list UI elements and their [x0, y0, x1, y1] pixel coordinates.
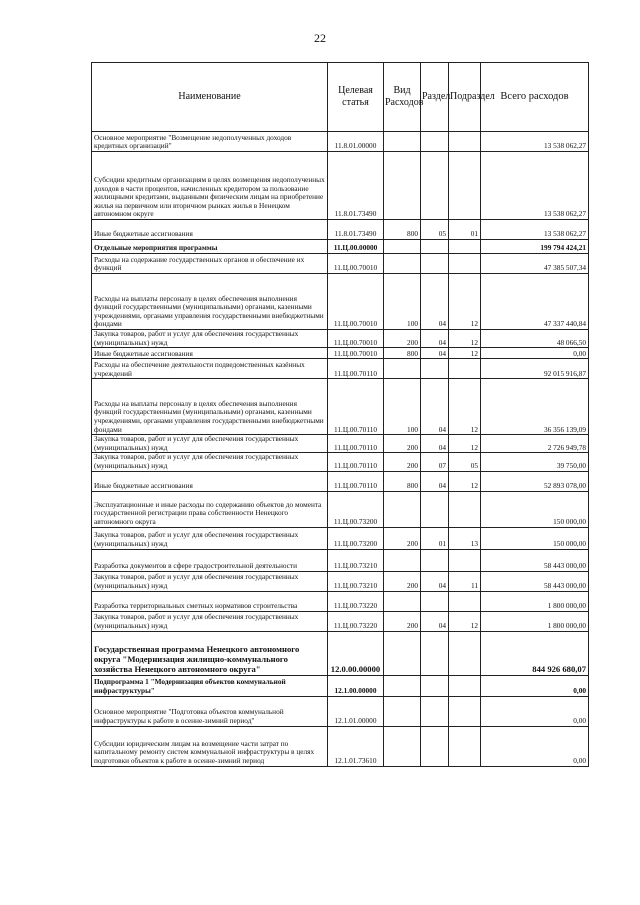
cell-podrazdel: 12 — [449, 611, 481, 631]
cell-razdel — [421, 696, 449, 726]
cell-article: 11.Ц.00.73210 — [328, 549, 384, 571]
cell-razdel: 04 — [421, 611, 449, 631]
cell-name: Расходы на содержание государственных органов и обеспечение их функций — [92, 254, 328, 274]
cell-total: 2 726 949,78 — [481, 435, 589, 453]
cell-total: 48 066,50 — [481, 330, 589, 348]
cell-article: 11.Ц.00.73220 — [328, 611, 384, 631]
cell-razdel: 04 — [421, 571, 449, 591]
cell-article: 11.Ц.00.73220 — [328, 591, 384, 611]
cell-total: 0,00 — [481, 726, 589, 766]
cell-razdel: 04 — [421, 330, 449, 348]
cell-name: Отдельные мероприятия программы — [92, 240, 328, 254]
cell-total: 13 538 062,27 — [481, 220, 589, 240]
cell-name: Расходы на обеспечение деятельности подведомственных казённых учреждений — [92, 359, 328, 379]
cell-article: 12.0.00.00000 — [328, 631, 384, 675]
cell-article: 11.Ц.00.70110 — [328, 435, 384, 453]
cell-vid: 200 — [384, 527, 421, 549]
cell-podrazdel — [449, 254, 481, 274]
cell-article: 11.8.01.00000 — [328, 132, 384, 152]
cell-total: 150 000,00 — [481, 491, 589, 527]
cell-total: 92 015 916,87 — [481, 359, 589, 379]
page-number: 22 — [314, 31, 326, 45]
cell-total: 150 000,00 — [481, 527, 589, 549]
cell-total: 39 750,00 — [481, 453, 589, 471]
cell-podrazdel: 13 — [449, 527, 481, 549]
cell-name: Государственная программа Ненецкого автономного округа "Модернизация жилищно-коммунального хозяйства Ненецкого автономного округа" — [92, 631, 328, 675]
cell-article: 11.Ц.00.73210 — [328, 571, 384, 591]
cell-podrazdel: 05 — [449, 453, 481, 471]
cell-total: 36 356 139,09 — [481, 379, 589, 435]
cell-vid — [384, 631, 421, 675]
cell-name: Основное мероприятие "Подготовка объектов коммунальной инфраструктуры к работе в осенне-зимний период" — [92, 696, 328, 726]
cell-name: Эксплуатационные и иные расходы по содержанию объектов до момента государственной регистрации права собственности Ненецкого автономного округа — [92, 491, 328, 527]
cell-article: 11.Ц.00.70110 — [328, 379, 384, 435]
table-row — [92, 348, 589, 359]
header-razdel: Раздел — [421, 63, 449, 132]
cell-vid: 200 — [384, 435, 421, 453]
cell-podrazdel: 12 — [449, 435, 481, 453]
cell-vid — [384, 591, 421, 611]
cell-total: 47 385 507,34 — [481, 254, 589, 274]
cell-article: 11.Ц.00.70010 — [328, 330, 384, 348]
cell-razdel — [421, 240, 449, 254]
cell-article: 11.Ц.00.70010 — [328, 254, 384, 274]
cell-podrazdel — [449, 549, 481, 571]
cell-podrazdel — [449, 696, 481, 726]
cell-vid — [384, 726, 421, 766]
table-row — [92, 631, 589, 675]
cell-vid — [384, 696, 421, 726]
cell-vid — [384, 675, 421, 696]
cell-vid: 200 — [384, 571, 421, 591]
cell-article: 11.Ц.00.70010 — [328, 274, 384, 330]
cell-razdel: 04 — [421, 471, 449, 491]
table-row — [92, 675, 589, 696]
cell-name: Субсидии юридическим лицам на возмещение части затрат по капитальному ремонту систем коммунальной инфраструктуры в целях подготовки объектов к работе в осенне-зимний период — [92, 726, 328, 766]
cell-vid: 100 — [384, 379, 421, 435]
cell-name: Подпрограмма 1 "Модернизация объектов коммунальной инфраструктуры" — [92, 675, 328, 696]
cell-razdel — [421, 549, 449, 571]
cell-article: 11.Ц.00.73200 — [328, 491, 384, 527]
cell-name: Субсидии кредитным организациям в целях возмещения недополученных доходов в части процентов, начисленных кредитором за пользование жилищными кредитами, выданными физическим лицам на приобретение жилья на первичном или вторичном рынках жилья в Ненецком автономном округе — [92, 152, 328, 220]
cell-vid: 800 — [384, 471, 421, 491]
cell-razdel: 05 — [421, 220, 449, 240]
cell-article: 11.Ц.00.70110 — [328, 359, 384, 379]
table-row — [92, 254, 589, 274]
cell-vid: 200 — [384, 611, 421, 631]
cell-podrazdel: 12 — [449, 330, 481, 348]
cell-total: 199 794 424,21 — [481, 240, 589, 254]
cell-vid — [384, 549, 421, 571]
cell-podrazdel: 12 — [449, 379, 481, 435]
cell-podrazdel — [449, 359, 481, 379]
cell-name: Закупка товаров, работ и услуг для обеспечения государственных (муниципальных) нужд — [92, 330, 328, 348]
cell-podrazdel: 01 — [449, 220, 481, 240]
cell-podrazdel: 12 — [449, 274, 481, 330]
table-row — [92, 726, 589, 766]
cell-total: 0,00 — [481, 696, 589, 726]
cell-article: 11.Ц.00.70110 — [328, 471, 384, 491]
cell-total: 1 800 000,00 — [481, 591, 589, 611]
table-row — [92, 591, 589, 611]
cell-article: 11.Ц.00.73200 — [328, 527, 384, 549]
cell-razdel: 01 — [421, 527, 449, 549]
cell-razdel — [421, 726, 449, 766]
cell-total: 0,00 — [481, 675, 589, 696]
cell-podrazdel — [449, 152, 481, 220]
header-name: Наименование — [92, 63, 328, 132]
cell-total: 52 893 078,00 — [481, 471, 589, 491]
cell-razdel — [421, 254, 449, 274]
table-row — [92, 274, 589, 330]
header-vid: Вид Расходов — [384, 63, 421, 132]
cell-name: Иные бюджетные ассигнования — [92, 471, 328, 491]
cell-total: 844 926 680,07 — [481, 631, 589, 675]
cell-article: 11.8.01.73490 — [328, 220, 384, 240]
table-row — [92, 330, 589, 348]
cell-razdel — [421, 359, 449, 379]
table-row — [92, 152, 589, 220]
table-row — [92, 571, 589, 591]
cell-vid: 100 — [384, 274, 421, 330]
cell-name: Закупка товаров, работ и услуг для обеспечения государственных (муниципальных) нужд — [92, 611, 328, 631]
cell-total: 58 443 000,00 — [481, 549, 589, 571]
cell-podrazdel: 12 — [449, 348, 481, 359]
cell-article: 11.Ц.00.00000 — [328, 240, 384, 254]
cell-name: Иные бюджетные ассигнования — [92, 348, 328, 359]
cell-article: 12.1.00.00000 — [328, 675, 384, 696]
cell-article: 12.1.01.73610 — [328, 726, 384, 766]
table-row — [92, 549, 589, 571]
cell-name: Основное мероприятие "Возмещение недополученных доходов кредитных организаций" — [92, 132, 328, 152]
cell-razdel: 04 — [421, 274, 449, 330]
cell-name: Закупка товаров, работ и услуг для обеспечения государственных (муниципальных) нужд — [92, 453, 328, 471]
cell-razdel — [421, 591, 449, 611]
cell-article: 12.1.01.00000 — [328, 696, 384, 726]
cell-vid — [384, 132, 421, 152]
cell-article: 11.8.01.73490 — [328, 152, 384, 220]
cell-name: Разработка территориальных сметных нормативов строительства — [92, 591, 328, 611]
table-header — [92, 63, 589, 132]
cell-razdel: 04 — [421, 348, 449, 359]
budget-table — [91, 62, 589, 767]
cell-razdel: 04 — [421, 379, 449, 435]
cell-total: 13 538 062,27 — [481, 152, 589, 220]
table-row — [92, 132, 589, 152]
table-row — [92, 696, 589, 726]
cell-razdel: 04 — [421, 435, 449, 453]
cell-total: 58 443 000,00 — [481, 571, 589, 591]
cell-vid: 200 — [384, 453, 421, 471]
cell-razdel — [421, 132, 449, 152]
table-row — [92, 491, 589, 527]
cell-podrazdel: 11 — [449, 571, 481, 591]
cell-vid — [384, 359, 421, 379]
cell-podrazdel — [449, 675, 481, 696]
table-row — [92, 359, 589, 379]
cell-vid — [384, 491, 421, 527]
cell-article: 11.Ц.00.70010 — [328, 348, 384, 359]
cell-razdel — [421, 152, 449, 220]
cell-podrazdel — [449, 726, 481, 766]
cell-name: Иные бюджетные ассигнования — [92, 220, 328, 240]
cell-article: 11.Ц.00.70110 — [328, 453, 384, 471]
table-row — [92, 611, 589, 631]
cell-vid: 800 — [384, 348, 421, 359]
cell-vid — [384, 254, 421, 274]
cell-vid — [384, 152, 421, 220]
cell-total: 13 538 062,27 — [481, 132, 589, 152]
table-row — [92, 435, 589, 453]
cell-total: 47 337 440,84 — [481, 274, 589, 330]
cell-name: Закупка товаров, работ и услуг для обеспечения государственных (муниципальных) нужд — [92, 571, 328, 591]
header-podrazdel: Подраздел — [449, 63, 481, 132]
table-row — [92, 220, 589, 240]
table-body — [92, 132, 589, 767]
cell-name: Расходы на выплаты персоналу в целях обеспечения выполнения функций государственными (муниципальными) органами, казенными учреждениями, органами управления государственными внебюджетными фондами — [92, 274, 328, 330]
cell-razdel — [421, 491, 449, 527]
cell-razdel: 07 — [421, 453, 449, 471]
cell-podrazdel: 12 — [449, 471, 481, 491]
cell-razdel — [421, 631, 449, 675]
table-row — [92, 471, 589, 491]
cell-vid — [384, 240, 421, 254]
header-total: Всего расходов — [481, 63, 589, 132]
table-row — [92, 453, 589, 471]
cell-total: 1 800 000,00 — [481, 611, 589, 631]
cell-vid: 200 — [384, 330, 421, 348]
cell-name: Закупка товаров, работ и услуг для обеспечения государственных (муниципальных) нужд — [92, 527, 328, 549]
cell-name: Расходы на выплаты персоналу в целях обеспечения выполнения функций государственными (муниципальными) органами, казенными учреждениями, органами управления государственными внебюджетными фондами — [92, 379, 328, 435]
cell-vid: 800 — [384, 220, 421, 240]
header-article: Целевая статья — [328, 63, 384, 132]
cell-podrazdel — [449, 631, 481, 675]
cell-total: 0,00 — [481, 348, 589, 359]
cell-razdel — [421, 675, 449, 696]
cell-podrazdel — [449, 240, 481, 254]
cell-podrazdel — [449, 591, 481, 611]
table-row — [92, 240, 589, 254]
cell-podrazdel — [449, 491, 481, 527]
cell-name: Закупка товаров, работ и услуг для обеспечения государственных (муниципальных) нужд — [92, 435, 328, 453]
cell-podrazdel — [449, 132, 481, 152]
cell-name: Разработка документов в сфере градостроительной деятельности — [92, 549, 328, 571]
table-row — [92, 527, 589, 549]
table-row — [92, 379, 589, 435]
